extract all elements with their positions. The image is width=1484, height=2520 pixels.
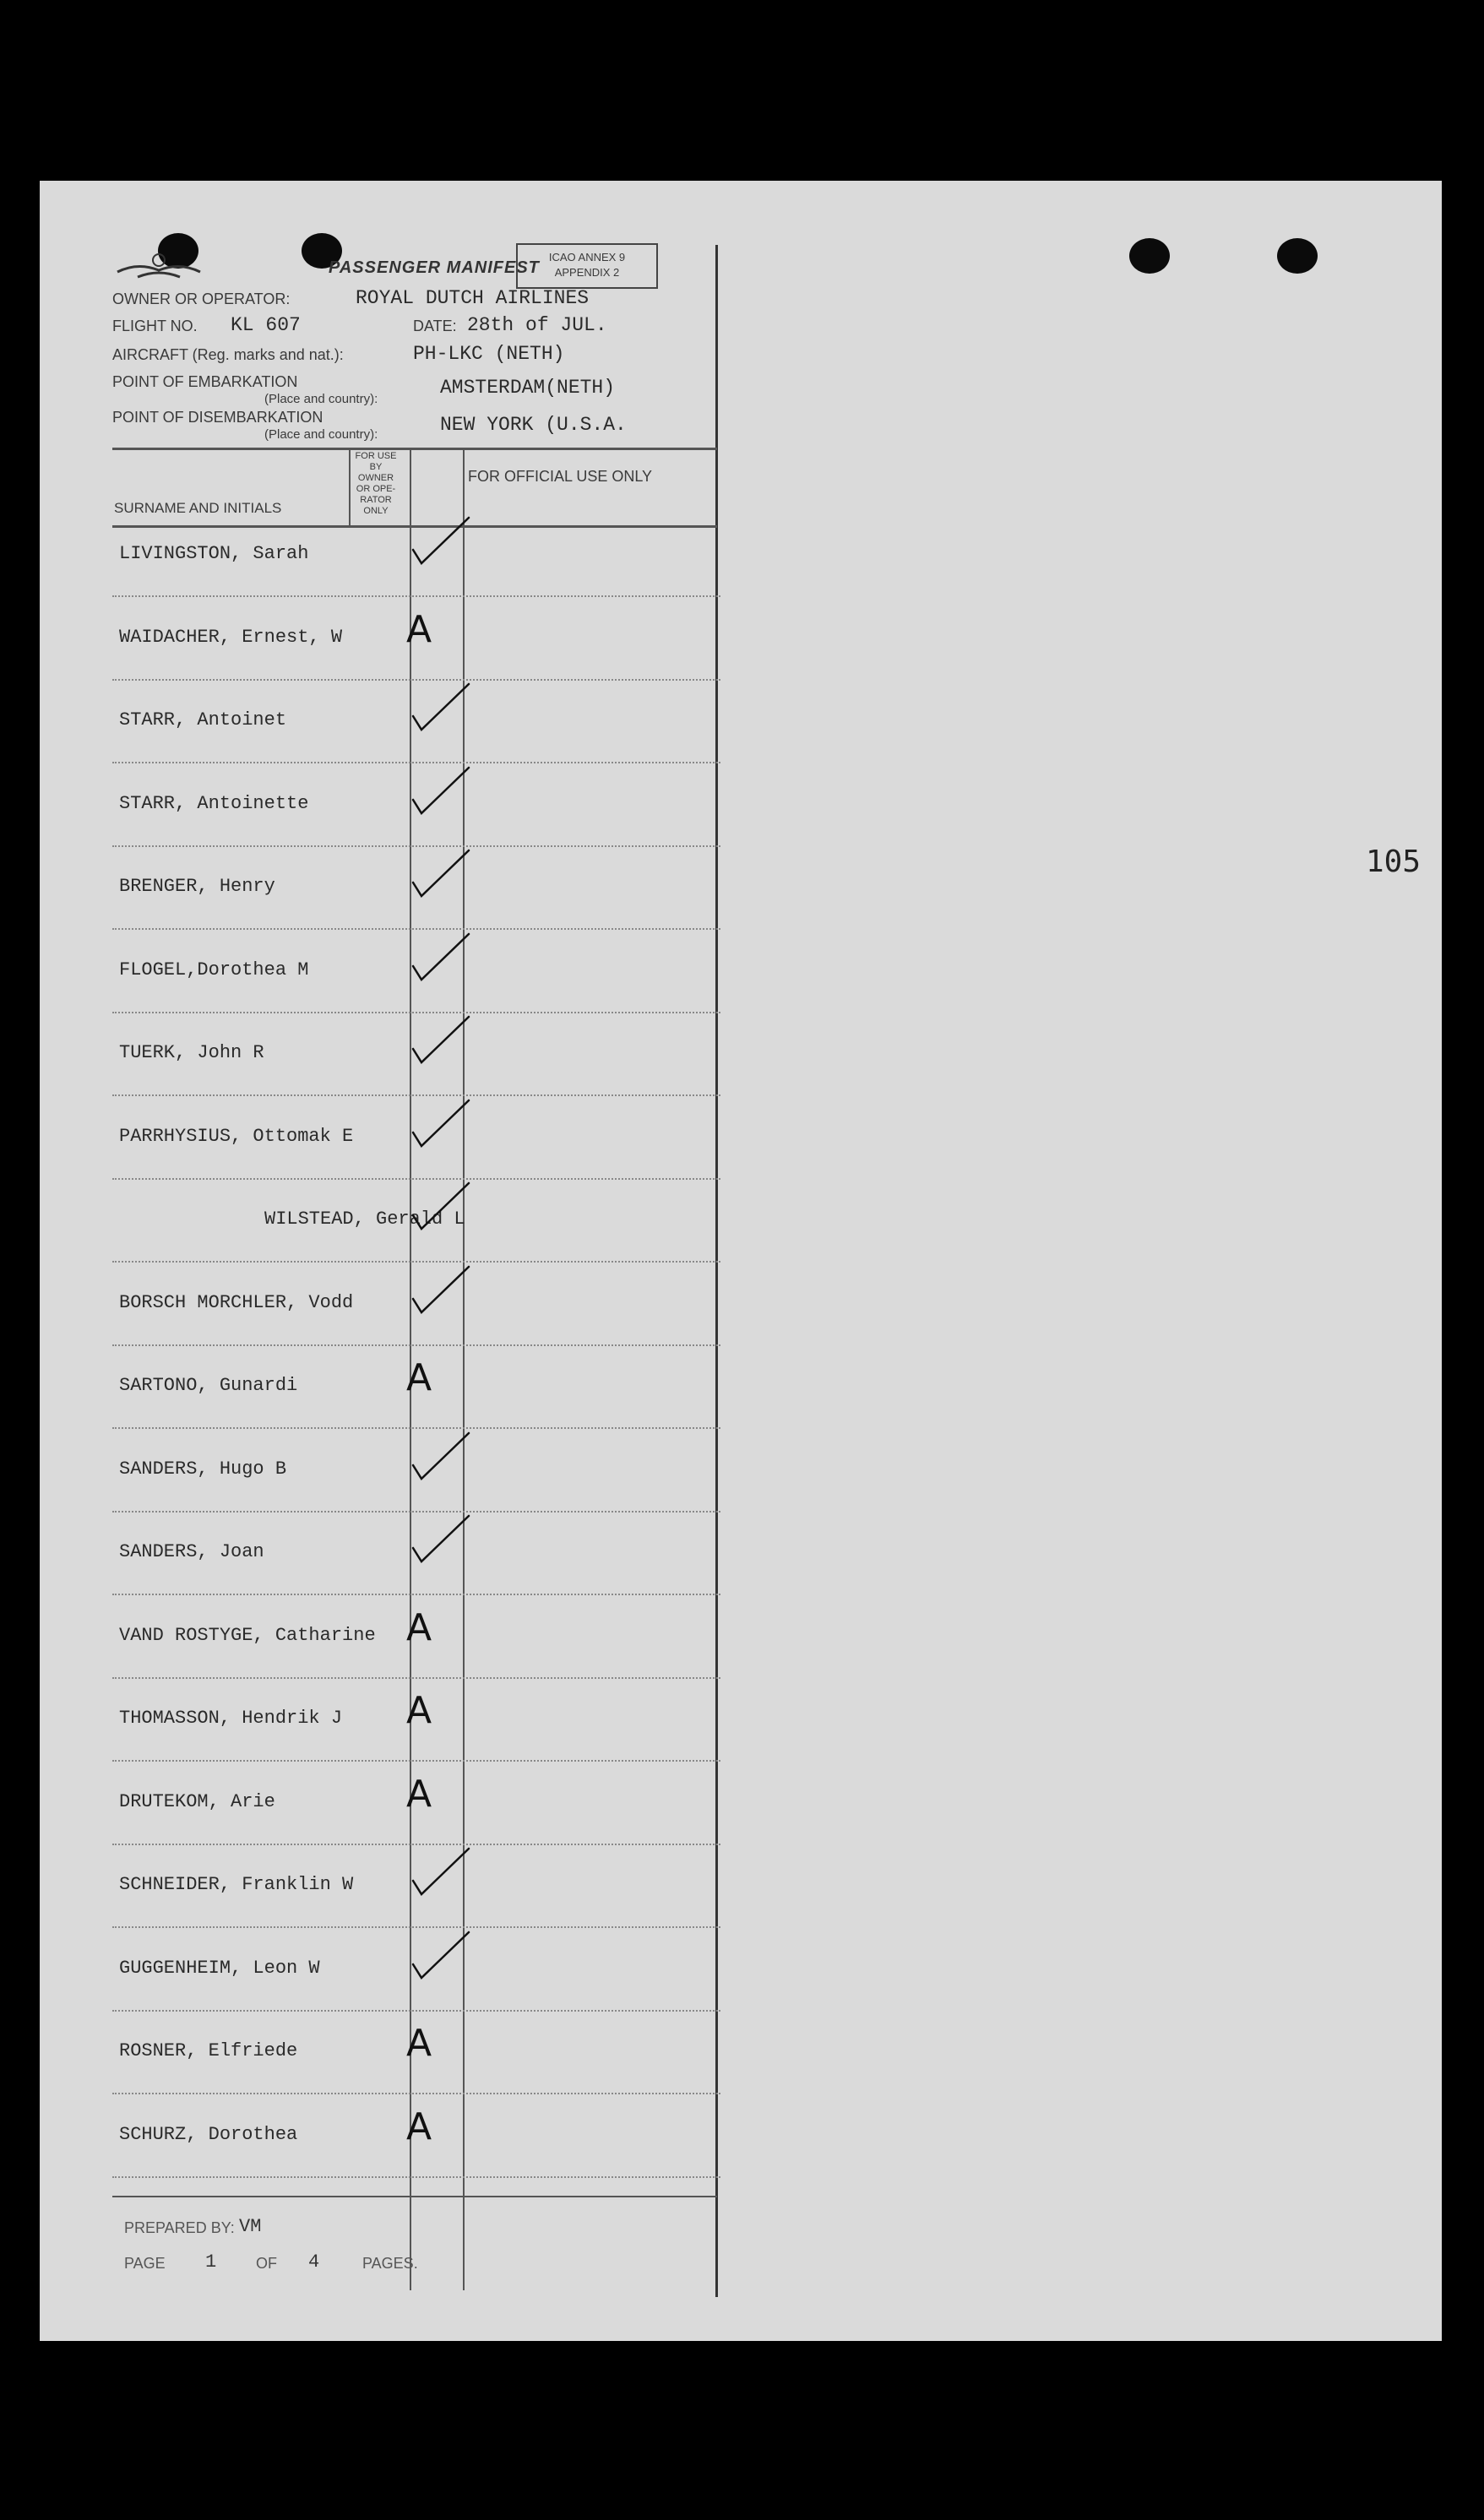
passenger-name: SANDERS, Hugo B (119, 1458, 287, 1480)
handwritten-a-mark: A (406, 1605, 432, 1649)
check-mark-icon (410, 1178, 477, 1237)
passenger-name: BRENGER, Henry (119, 876, 275, 897)
passenger-name: THOMASSON, Hendrik J (119, 1708, 343, 1729)
right-border (715, 245, 718, 2297)
handwritten-a-mark: A (406, 607, 432, 651)
row-divider (112, 1760, 720, 1762)
page-value: 1 (205, 2251, 217, 2273)
passenger-name: SANDERS, Joan (119, 1541, 264, 1562)
of-value: 4 (308, 2251, 320, 2273)
check-mark-icon (410, 1511, 477, 1570)
passenger-name: WILSTEAD, Gerald L (264, 1208, 465, 1230)
annex-line-1: ICAO ANNEX 9 (548, 251, 626, 263)
column-surname: SURNAME AND INITIALS (114, 500, 282, 516)
passenger-name: SCHNEIDER, Franklin W (119, 1874, 354, 1895)
handwritten-a-mark: A (406, 1689, 432, 1732)
of-label: OF (256, 2255, 277, 2272)
column-owner: FOR USE BY OWNER OR OPE- RATOR ONLY (355, 451, 397, 516)
passenger-name: FLOGEL,Dorothea M (119, 959, 309, 980)
embarkation-sublabel: (Place and country): (264, 392, 378, 406)
manifest-sheet (40, 181, 1442, 2341)
passenger-name: PARRHYSIUS, Ottomak E (119, 1125, 354, 1147)
passenger-name: STARR, Antoinet (119, 709, 287, 730)
passenger-name: SARTONO, Gunardi (119, 1375, 298, 1396)
aircraft-label: AIRCRAFT (Reg. marks and nat.): (112, 346, 344, 363)
passenger-name: LIVINGSTON, Sarah (119, 543, 309, 564)
punch-hole (1129, 238, 1170, 274)
footer-rule (112, 2196, 717, 2197)
check-mark-icon (410, 845, 477, 904)
disembarkation-sublabel: (Place and country): (264, 427, 378, 442)
embarkation-label: POINT OF EMBARKATION (112, 373, 298, 390)
header-rule (112, 448, 717, 450)
check-mark-icon (410, 1844, 477, 1903)
disembarkation-label: POINT OF DISEMBARKATION (112, 409, 323, 426)
check-mark-icon (410, 1262, 477, 1321)
passenger-name: VAND ROSTYGE, Catharine (119, 1624, 376, 1646)
pages-label: PAGES. (362, 2255, 418, 2272)
row-divider (112, 595, 720, 597)
check-mark-icon (410, 1428, 477, 1487)
owner-label: OWNER OR OPERATOR: (112, 291, 291, 307)
date-value: 28th of JUL. (467, 314, 607, 336)
passenger-name: TUERK, John R (119, 1042, 264, 1063)
row-divider (112, 2093, 720, 2094)
column-divider (349, 449, 351, 527)
passenger-name: GUGGENHEIM, Leon W (119, 1957, 320, 1979)
check-mark-icon (410, 763, 477, 822)
aircraft-value: PH-LKC (NETH) (413, 343, 565, 365)
prepared-label: PREPARED BY: (124, 2219, 235, 2236)
handwritten-a-mark: A (406, 2022, 432, 2065)
row-divider (112, 1344, 720, 1346)
row-divider (112, 1677, 720, 1679)
check-mark-icon (410, 1012, 477, 1071)
prepared-value: VM (239, 2216, 262, 2237)
handwritten-a-mark: A (406, 1772, 432, 1816)
column-official: FOR OFFICIAL USE ONLY (467, 468, 653, 485)
passenger-name: DRUTEKOM, Arie (119, 1790, 275, 1812)
row-divider (112, 2010, 720, 2012)
flight-value: KL 607 (231, 314, 301, 336)
row-divider (112, 2176, 720, 2178)
passenger-name: SCHURZ, Dorothea (119, 2123, 298, 2145)
owner-value: ROYAL DUTCH AIRLINES (356, 287, 590, 309)
passenger-name: BORSCH MORCHLER, Vodd (119, 1291, 354, 1313)
check-mark-icon (410, 513, 477, 572)
form-title: PASSENGER MANIFEST (329, 258, 540, 277)
disembarkation-value: NEW YORK (U.S.A. (440, 414, 627, 436)
passenger-name: ROSNER, Elfriede (119, 2040, 298, 2061)
handwritten-a-mark: A (406, 1356, 432, 1399)
flight-label: FLIGHT NO. (112, 318, 198, 334)
airline-logo-icon (112, 245, 205, 296)
manifest-form (112, 211, 720, 2300)
passenger-name: STARR, Antoinette (119, 792, 309, 814)
punch-hole (1277, 238, 1318, 274)
embarkation-value: AMSTERDAM(NETH) (440, 377, 616, 399)
annex-line-2: APPENDIX 2 (554, 266, 620, 279)
passenger-name: WAIDACHER, Ernest, W (119, 626, 343, 648)
annex-box (516, 243, 658, 289)
check-mark-icon (410, 1095, 477, 1154)
row-divider (112, 1594, 720, 1595)
stamped-page-number: 105 (1366, 845, 1421, 879)
check-mark-icon (410, 1927, 477, 1986)
check-mark-icon (410, 679, 477, 738)
date-label: DATE: (413, 318, 457, 334)
check-mark-icon (410, 929, 477, 988)
page-label: PAGE (124, 2255, 166, 2272)
handwritten-a-mark: A (406, 2105, 432, 2148)
